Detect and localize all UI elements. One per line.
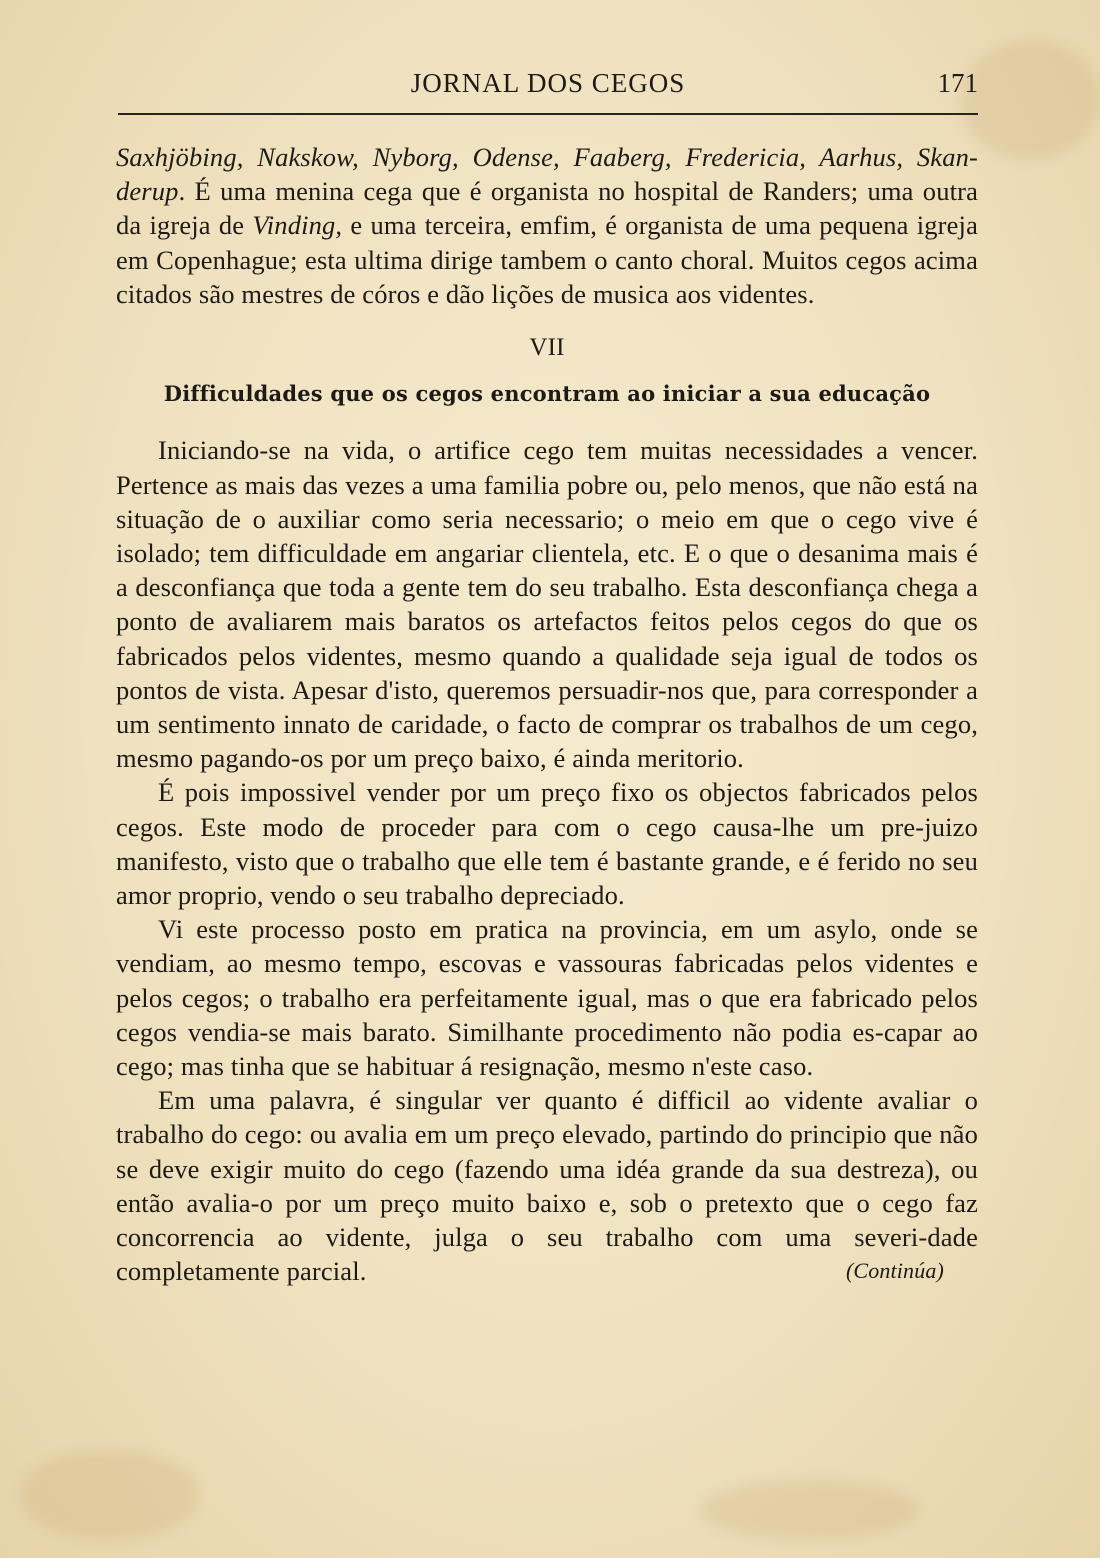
paragraph-2: É pois impossivel vender por um preço fixo os objectos fabricados pelos cegos. Este modo de proceder para com o cego causa-lhe um pre-juizo manifesto, visto que o trabalho que elle tem é bastante grande, e é ferido no seu amor proprio, vendo o seu trabalho depreciado. xyxy=(116,777,978,911)
intro-text-1: . É uma menina cega que é organista no hospital de Randers; uma outra da igreja de xyxy=(116,176,978,241)
continued-note: (Continúa) xyxy=(845,1258,944,1284)
intro-paragraph xyxy=(116,140,978,311)
header-rule xyxy=(118,113,978,115)
paragraph-3: Vi este processo posto em pratica na provincia, em um asylo, onde se vendiam, ao mesmo tempo, escovas e vassouras fabricadas pelos videntes e pelos cegos; o trabalho era perfeitamente igual, mas o que era fabricado pelos cegos vendia-se mais barato. Similhante procedimento não podia es-capar ao cego; mas tinha que se habituar á resignação, mesmo n'este caso. xyxy=(116,914,978,1082)
place-names: Saxhjöbing, Nakskow, Nyborg, Odense, Faaberg, Fredericia, Aarhus, Skan-derup xyxy=(116,142,978,207)
running-head xyxy=(118,68,978,108)
section-number: VII xyxy=(529,334,565,362)
page-number: 171 xyxy=(937,68,978,98)
journal-title: JORNAL DOS CEGOS xyxy=(410,68,686,98)
intro-text-2: e uma terceira, emfim, é organista de uma pequena igreja em Copenhague; esta ultima dirige tambem o canto choral. Muitos cegos acima citados são mestres de córos e dão lições de musica aos videntes. xyxy=(116,210,978,309)
paper-stain xyxy=(960,40,1100,160)
paper-stain xyxy=(700,1480,920,1540)
paper-stain xyxy=(20,1450,200,1540)
paragraph-1: Iniciando-se na vida, o artifice cego tem muitas necessidades a vencer. Pertence as mais das vezes a uma familia pobre ou, pelo menos, que não está na situação de o auxiliar como seria necessario; o meio em que o cego vive é isolado; tem difficuldade em angariar clientela, etc. E o que o desanima mais é a desconfiança que toda a gente tem do seu trabalho. Esta desconfiança chega a ponto de avaliarem mais baratos os artefactos feitos pelos cegos do que os fabricados pelos videntes, mesmo quando a qualidade seja igual de todos os pontos de vista. Apesar d'isto, queremos persuadir-nos que, para corresponder a um sentimento innato de caridade, o facto de comprar os trabalhos de um cego, mesmo pagando-os por um preço baixo, é ainda meritorio. xyxy=(116,435,978,774)
section-title: Difficuldades que os cegos encontram ao iniciar a sua educação xyxy=(163,381,931,407)
paragraph-4-text: Em uma palavra, é singular ver quanto é difficil ao vidente avaliar o trabalho do cego: ou avalia em um preço elevado, partindo do principio que não se deve exigir muito do cego (fazendo uma idéa grande da sua destreza), ou então avalia-o por um preço muito baixo e, sob o pretexto que o cego faz concorrencia ao vidente, julga o seu trabalho com uma severi-dade completamente parcial. xyxy=(116,1085,978,1287)
paragraph-4 xyxy=(116,1083,978,1288)
place-name-vinding: Vinding, xyxy=(252,210,343,241)
article-body xyxy=(116,140,978,1289)
